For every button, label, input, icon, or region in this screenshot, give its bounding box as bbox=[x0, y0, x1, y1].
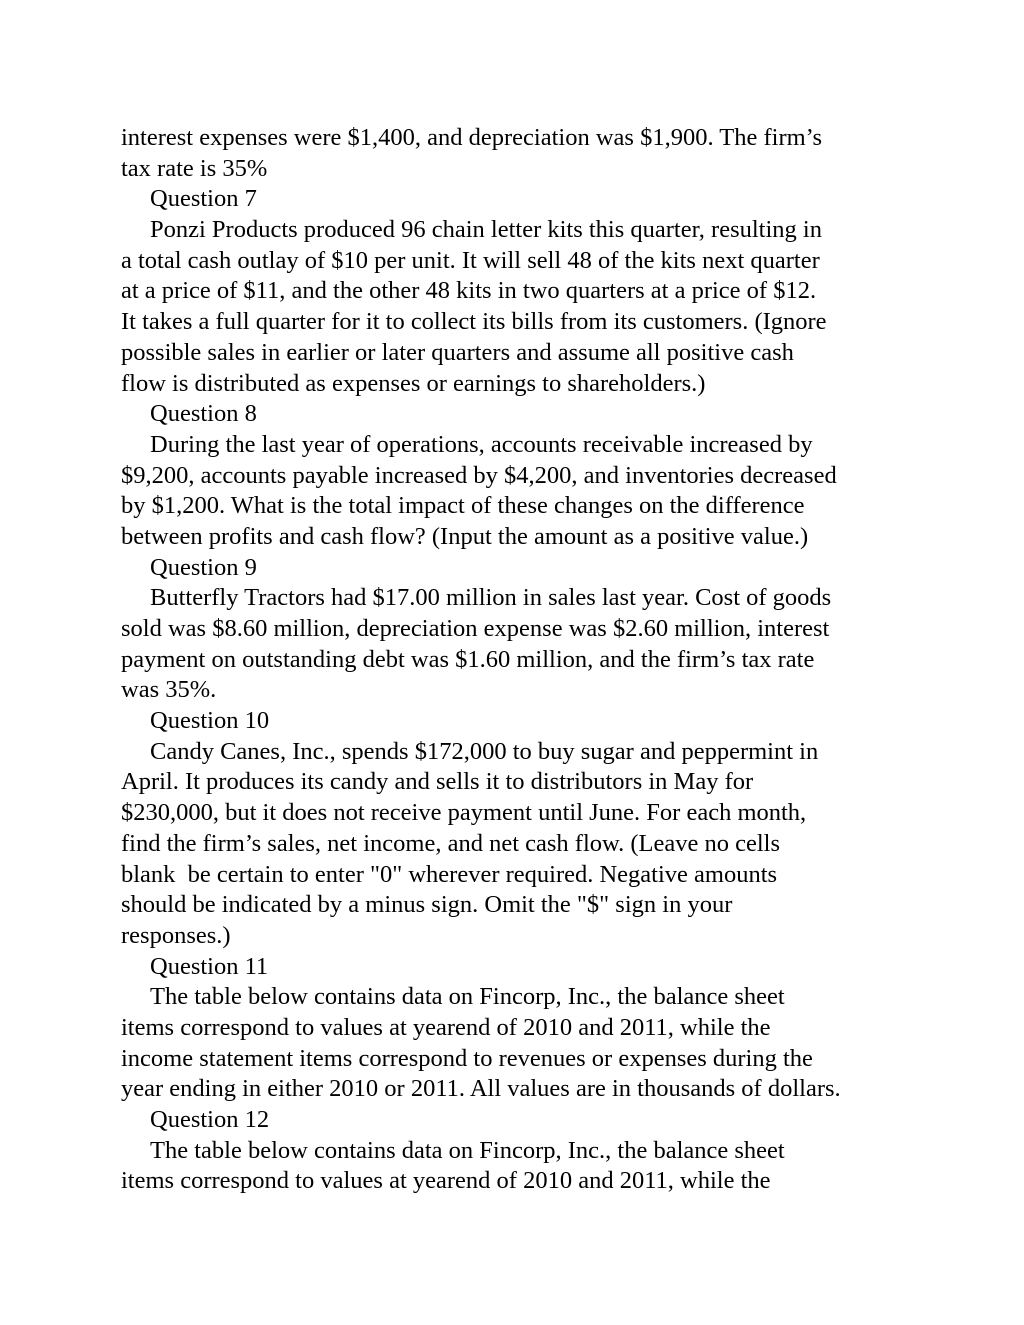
text-line: flow is distributed as expenses or earnings to shareholders.) bbox=[121, 369, 706, 397]
question-heading: Question 11 bbox=[150, 952, 269, 980]
text-line: $230,000, but it does not receive payment until June. For each month, bbox=[121, 799, 807, 827]
question-heading: Question 7 bbox=[150, 185, 257, 213]
text-line: payment on outstanding debt was $1.60 million, and the firm’s tax rate bbox=[121, 645, 815, 673]
text-line: year ending in either 2010 or 2011. All values are in thousands of dollars. bbox=[121, 1075, 841, 1103]
text-line: The table below contains data on Fincorp, Inc., the balance sheet bbox=[150, 983, 785, 1011]
text-line: possible sales in earlier or later quarters and assume all positive cash bbox=[121, 338, 794, 366]
text-line: items correspond to values at yearend of 2010 and 2011, while the bbox=[121, 1013, 771, 1041]
text-line: by $1,200. What is the total impact of these changes on the difference bbox=[121, 492, 805, 520]
text-line: It takes a full quarter for it to collect its bills from its customers. (Ignore bbox=[121, 308, 827, 336]
text-line: was 35%. bbox=[121, 676, 217, 704]
text-line: blank be certain to enter "0" wherever required. Negative amounts bbox=[121, 860, 778, 888]
text-line: responses.) bbox=[121, 921, 231, 949]
text-line: tax rate is 35% bbox=[121, 154, 268, 182]
question-heading: Question 8 bbox=[150, 400, 257, 428]
text-line: Candy Canes, Inc., spends $172,000 to buy sugar and peppermint in bbox=[150, 737, 819, 765]
text-line: income statement items correspond to revenues or expenses during the bbox=[121, 1044, 813, 1072]
text-line: find the firm’s sales, net income, and net cash flow. (Leave no cells bbox=[121, 829, 781, 857]
text-line: The table below contains data on Fincorp, Inc., the balance sheet bbox=[150, 1136, 785, 1164]
text-line: Butterfly Tractors had $17.00 million in sales last year. Cost of goods bbox=[150, 584, 832, 612]
text-line: During the last year of operations, accounts receivable increased by bbox=[150, 430, 813, 458]
question-heading: Question 9 bbox=[150, 553, 257, 581]
text-line: April. It produces its candy and sells it to distributors in May for bbox=[121, 768, 754, 796]
text-line: interest expenses were $1,400, and depreciation was $1,900. The firm’s bbox=[121, 124, 823, 151]
question-heading: Question 12 bbox=[150, 1106, 270, 1133]
text-line: $9,200, accounts payable increased by $4,200, and inventories decreased bbox=[121, 461, 837, 489]
text-line: items correspond to values at yearend of 2010 and 2011, while the bbox=[121, 1167, 771, 1195]
text-line: a total cash outlay of $10 per unit. It will sell 48 of the kits next quarter bbox=[121, 246, 820, 274]
text-line: at a price of $11, and the other 48 kits in two quarters at a price of $12. bbox=[121, 277, 817, 305]
document-text-body bbox=[121, 123, 921, 1197]
text-line: between profits and cash flow? (Input the amount as a positive value.) bbox=[121, 522, 809, 550]
text-line: Ponzi Products produced 96 chain letter kits this quarter, resulting in bbox=[150, 216, 822, 244]
text-line: should be indicated by a minus sign. Omit the "$" sign in your bbox=[121, 891, 733, 919]
text-line: sold was $8.60 million, depreciation expense was $2.60 million, interest bbox=[121, 615, 830, 642]
question-heading: Question 10 bbox=[150, 707, 270, 735]
